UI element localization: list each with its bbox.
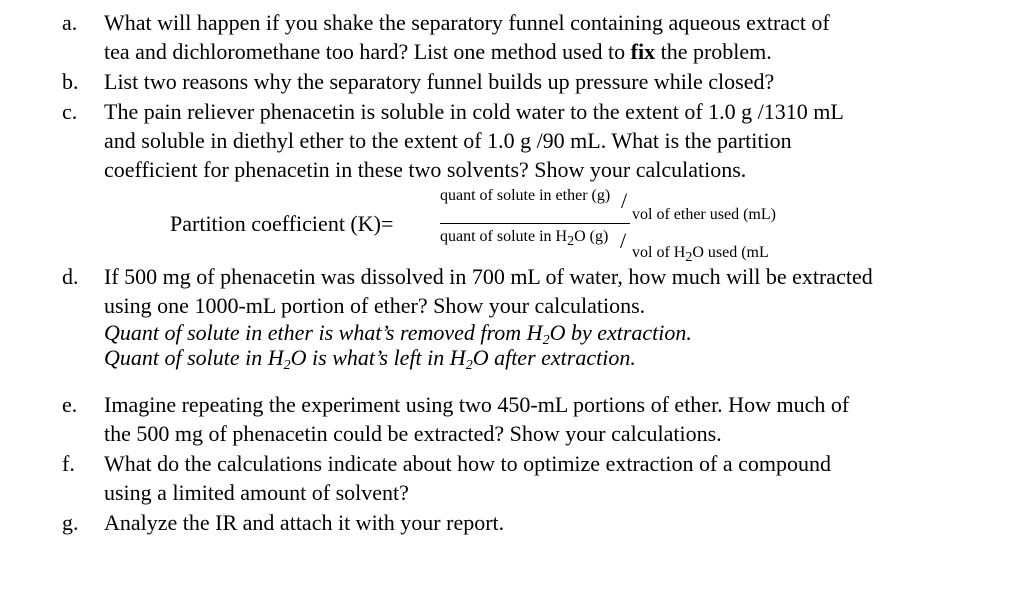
formula-label: Partition coefficient (K)= xyxy=(170,211,394,236)
question-text: using one 1000-mL portion of ether? Show your calculations. xyxy=(104,293,646,318)
question-text: the 500 mg of phenacetin could be extracted? Show your calculations. xyxy=(104,421,722,446)
question-text: tea and dichloromethane too hard? List one method used to fix the problem. xyxy=(104,39,772,64)
question-text: coefficient for phenacetin in these two solvents? Show your calculations. xyxy=(104,157,747,182)
question-text: What will happen if you shake the separatory funnel containing aqueous extract of xyxy=(104,10,830,35)
question-text: Imagine repeating the experiment using two 450-mL portions of ether. How much of xyxy=(104,392,850,417)
formula-numerator: quant of solute in ether (g) xyxy=(440,187,611,204)
question-letter: c. xyxy=(62,99,78,124)
question-text: and soluble in diethyl ether to the extent of 1.0 g /90 mL. What is the partition xyxy=(104,128,792,153)
question-text: Analyze the IR and attach it with your report. xyxy=(104,510,505,535)
italic-note: Quant of solute in ether is what’s removed from $H_2O$ by extraction. xyxy=(104,320,692,348)
fraction-bar xyxy=(440,223,630,224)
question-text: using a limited amount of solvent? xyxy=(104,480,409,505)
question-letter: d. xyxy=(62,264,79,289)
question-letter: g. xyxy=(62,510,79,535)
formula-denominator: quant of solute in $H_2O$ (g) xyxy=(440,228,609,249)
question-text: List two reasons why the separatory funnel builds up pressure while closed? xyxy=(104,69,775,94)
fraction-slash: / xyxy=(620,228,627,253)
formula-denominator-divisor: vol of $H_2O$ used (mL xyxy=(632,244,769,265)
question-text: What do the calculations indicate about how to optimize extraction of a compound xyxy=(104,451,831,476)
italic-note: Quant of solute in $H_2O$ is what’s left in $H_2O$ after extraction. xyxy=(104,345,636,373)
question-letter: b. xyxy=(62,69,79,94)
emphasis-fix: fix xyxy=(630,39,656,64)
fraction-slash: / xyxy=(621,188,628,213)
question-text: If 500 mg of phenacetin was dissolved in 700 mL of water, how much will be extracted xyxy=(104,264,873,289)
formula-numerator-divisor: vol of ether used (mL) xyxy=(632,206,776,223)
question-letter: a. xyxy=(62,10,78,35)
question-text: The pain reliever phenacetin is soluble in cold water to the extent of 1.0 g /1310 mL xyxy=(104,99,844,124)
question-letter: e. xyxy=(62,392,78,417)
question-letter: f. xyxy=(62,451,75,476)
